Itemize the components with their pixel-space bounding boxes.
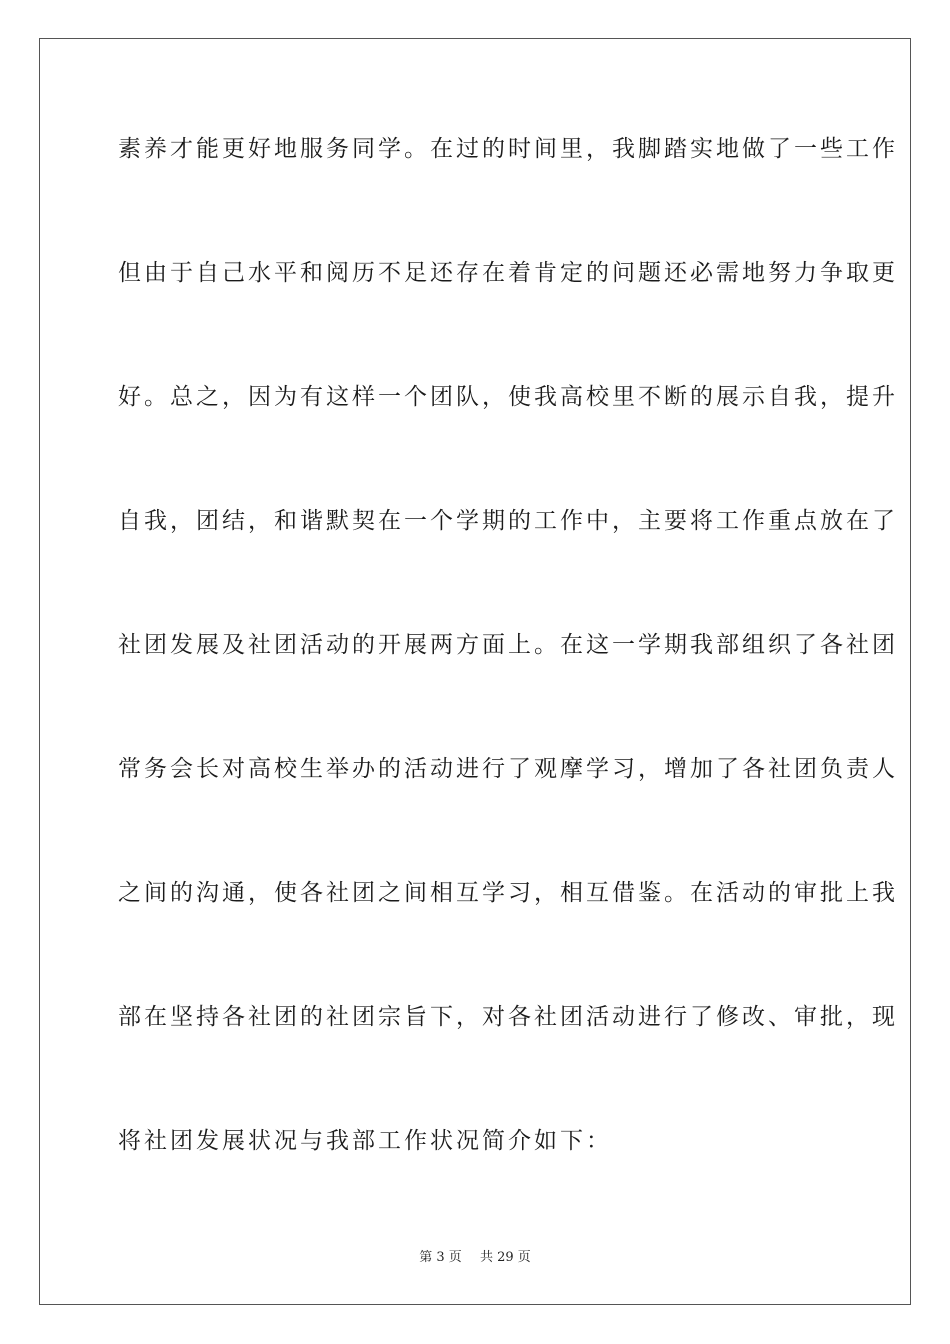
page-total: 共 29 页: [479, 1250, 531, 1265]
text-line: 素养才能更好地服务同学。在过的时间里，我脚踏实地做了一些工作: [118, 136, 898, 162]
page-footer: [0, 1246, 950, 1265]
document-body: [118, 124, 898, 1240]
text-line: 自我，团结，和谐默契在一个学期的工作中，主要将工作重点放在了: [118, 508, 898, 534]
text-line: 常务会长对高校生举办的活动进行了观摩学习，增加了各社团负责人: [118, 756, 898, 782]
text-line: 之间的沟通，使各社团之间相互学习，相互借鉴。在活动的审批上我: [118, 880, 898, 906]
text-line: 但由于自己水平和阅历不足还存在着肯定的问题还必需地努力争取更: [118, 260, 898, 286]
text-line: 好。总之，因为有这样一个团队，使我高校里不断的展示自我，提升: [118, 384, 898, 410]
text-line: 将社团发展状况与我部工作状况简介如下：: [118, 1128, 612, 1154]
text-line: 部在坚持各社团的社团宗旨下，对各社团活动进行了修改、审批，现: [118, 1004, 898, 1030]
text-line: 社团发展及社团活动的开展两方面上。在这一学期我部组织了各社团: [118, 632, 898, 658]
page-number: 第 3 页: [419, 1250, 462, 1265]
